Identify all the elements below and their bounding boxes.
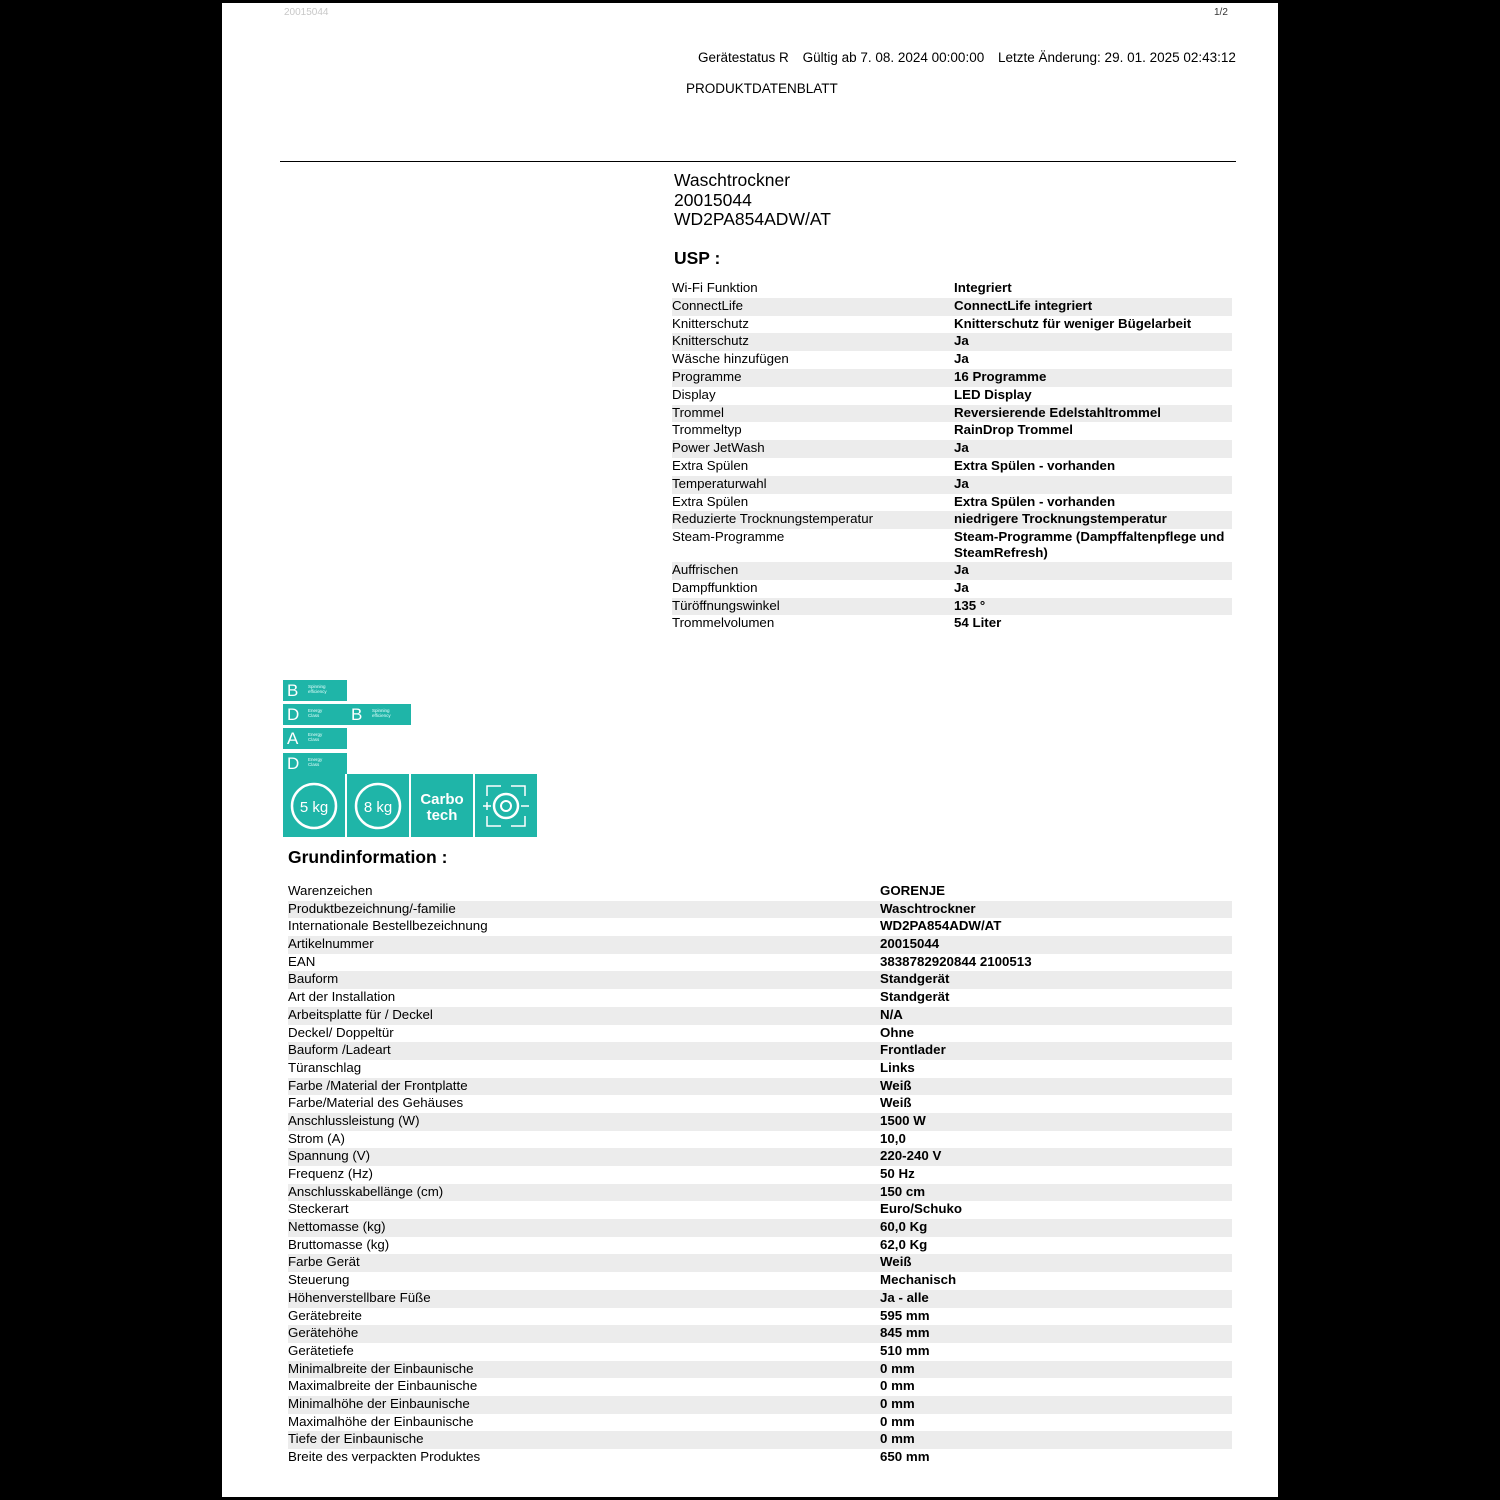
device-status-line	[698, 50, 1236, 65]
product-heading	[674, 171, 831, 230]
energy-class-text: Energy Class	[308, 708, 323, 718]
row-value: Ja	[954, 333, 1232, 351]
row-label: Nettomasse (kg)	[288, 1219, 880, 1237]
table-row	[288, 1166, 1232, 1184]
row-label: Temperaturwahl	[672, 476, 954, 494]
energy-class-d-badge	[283, 753, 347, 774]
row-label: Höhenverstellbare Füße	[288, 1290, 880, 1308]
table-row	[288, 1449, 1232, 1467]
row-label: ConnectLife	[672, 298, 954, 316]
row-value: 595 mm	[880, 1307, 930, 1323]
energy-spin-badge	[283, 704, 411, 725]
row-value: Standgerät	[880, 971, 1232, 989]
row-value: Waschtrockner	[880, 901, 1232, 919]
last-change: Letzte Änderung: 29. 01. 2025 02:43:12	[997, 50, 1236, 65]
dry-capacity-icon	[347, 774, 409, 837]
row-value: LED Display	[954, 386, 1032, 402]
row-value: Links	[880, 1059, 915, 1075]
table-row	[288, 1184, 1232, 1202]
product-model: WD2PA854ADW/AT	[674, 209, 831, 229]
energy-class-letter: D	[287, 705, 300, 724]
row-value: 54 Liter	[954, 615, 1002, 631]
row-label: Farbe Gerät	[288, 1254, 880, 1272]
row-label: Auffrischen	[672, 562, 954, 580]
row-value: 150 cm	[880, 1184, 1232, 1202]
row-value: niedrigere Trocknungstemperatur	[954, 511, 1232, 529]
table-row	[288, 1007, 1232, 1025]
table-row	[288, 1148, 1232, 1166]
table-row	[288, 936, 1232, 954]
row-value: Ja - alle	[880, 1290, 1232, 1308]
row-value: 0 mm	[880, 1413, 915, 1429]
basic-info-heading: Grundinformation :	[288, 847, 448, 867]
table-row	[672, 422, 1232, 440]
spin-class-letter: B	[287, 681, 299, 700]
table-row	[672, 562, 1232, 580]
table-row	[288, 1131, 1232, 1149]
row-value: ConnectLife integriert	[954, 298, 1232, 316]
usp-heading: USP :	[674, 248, 721, 268]
row-value: Ja	[954, 579, 969, 595]
table-row	[288, 901, 1232, 919]
row-value: N/A	[880, 1007, 1232, 1025]
row-label: Wäsche hinzufügen	[672, 351, 789, 367]
row-value: 0 mm	[880, 1378, 915, 1394]
table-row	[672, 511, 1232, 529]
table-row	[288, 1343, 1232, 1361]
row-label: Minimalhöhe der Einbaunische	[288, 1396, 880, 1414]
row-value: 0 mm	[880, 1396, 1232, 1414]
row-value: 50 Hz	[880, 1166, 915, 1181]
table-row	[288, 1431, 1232, 1449]
carbotech-icon	[411, 774, 473, 837]
table-row	[672, 298, 1232, 316]
row-value: 845 mm	[880, 1325, 1232, 1343]
row-label: Frequenz (Hz)	[288, 1166, 373, 1181]
row-value: Ja	[954, 476, 1232, 494]
doc-id-watermark: 20015044	[284, 7, 329, 18]
basic-info-table	[288, 883, 1232, 1467]
row-label: Minimalbreite der Einbaunische	[288, 1361, 880, 1379]
row-value: Knitterschutz für weniger Bügelarbeit	[954, 315, 1192, 331]
row-value: Ja	[954, 351, 969, 367]
row-value: 220-240 V	[880, 1148, 1232, 1166]
row-value: RainDrop Trommel	[954, 422, 1073, 438]
row-label: Maximalhöhe der Einbaunische	[288, 1413, 474, 1429]
row-label: Artikelnummer	[288, 936, 880, 954]
row-value: Ja	[954, 440, 1232, 458]
row-label: Wi-Fi Funktion	[672, 280, 758, 295]
table-row	[672, 369, 1232, 387]
table-row	[288, 971, 1232, 989]
device-status: Gerätestatus R	[698, 50, 789, 65]
row-label: Anschlussleistung (W)	[288, 1113, 880, 1131]
table-row	[672, 598, 1232, 616]
row-value: Steam-Programme (Dampffaltenpflege und SteamRefresh)	[954, 529, 1225, 561]
row-value: 62,0 Kg	[880, 1236, 928, 1252]
product-number: 20015044	[674, 189, 752, 210]
row-value: Frontlader	[880, 1042, 1232, 1060]
row-label: Reduzierte Trocknungstemperatur	[672, 511, 954, 529]
row-value: GORENJE	[880, 883, 946, 898]
row-value: 60,0 Kg	[880, 1219, 1232, 1237]
table-row	[672, 316, 1232, 334]
row-label: Steam-Programme	[672, 529, 785, 545]
table-row	[288, 1078, 1232, 1096]
row-value: Euro/Schuko	[880, 1201, 963, 1217]
row-value: 1500 W	[880, 1113, 1232, 1131]
table-row	[288, 1308, 1232, 1326]
table-row	[672, 494, 1232, 512]
table-row	[288, 1325, 1232, 1343]
spin-class-letter-2: B	[351, 705, 363, 724]
table-row	[288, 1290, 1232, 1308]
row-label: Internationale Bestellbezeichnung	[288, 918, 488, 934]
row-label: Steckerart	[288, 1201, 349, 1217]
table-row	[288, 1025, 1232, 1043]
row-label: Türöffnungswinkel	[672, 598, 954, 616]
row-label: Knitterschutz	[672, 315, 749, 331]
row-value: Ohne	[880, 1024, 914, 1040]
table-row	[288, 1396, 1232, 1414]
row-label: Trommel	[672, 405, 954, 423]
row-label: Trommeltyp	[672, 422, 742, 438]
row-value: 650 mm	[880, 1449, 930, 1464]
row-label: Bauform /Ladeart	[288, 1042, 880, 1060]
row-label: Anschlusskabellänge (cm)	[288, 1184, 880, 1202]
row-label: Farbe /Material der Frontplatte	[288, 1078, 880, 1096]
row-value: 20015044	[880, 936, 1232, 954]
table-row	[288, 989, 1232, 1007]
table-row	[288, 1219, 1232, 1237]
row-label: Trommelvolumen	[672, 615, 775, 631]
row-value: Weiß	[880, 1095, 912, 1111]
dry-capacity-text: 8 kg	[363, 799, 393, 816]
document-title: PRODUKTDATENBLATT	[686, 81, 838, 96]
table-row	[288, 1113, 1232, 1131]
table-row	[672, 615, 1232, 633]
row-value: Ja	[954, 562, 1232, 580]
row-label: Gerätehöhe	[288, 1325, 880, 1343]
table-row	[288, 1201, 1232, 1219]
row-label: Deckel/ Doppeltür	[288, 1024, 394, 1040]
table-row	[288, 1237, 1232, 1255]
row-value: 135 °	[954, 598, 1232, 616]
row-label: Maximalbreite der Einbaunische	[288, 1378, 478, 1394]
row-value: Mechanisch	[880, 1272, 957, 1288]
row-value: Weiß	[880, 1254, 1232, 1272]
row-label: Power JetWash	[672, 440, 954, 458]
table-row	[288, 954, 1232, 972]
table-row	[288, 1378, 1232, 1396]
spin-class-text-2: Spinning efficiency	[372, 708, 391, 718]
row-label: Spannung (V)	[288, 1148, 880, 1166]
row-label: EAN	[288, 953, 316, 969]
row-value: 10,0	[880, 1130, 906, 1146]
table-row	[288, 1272, 1232, 1290]
drum-cycle-icon	[475, 774, 537, 837]
carbotech-line-1: Carbo	[420, 791, 464, 808]
energy-class-d-text: Energy Class	[308, 757, 323, 767]
row-label: Dampffunktion	[672, 579, 758, 595]
row-value: Extra Spülen - vorhanden	[954, 457, 1116, 473]
table-row	[288, 1060, 1232, 1078]
row-value: 0 mm	[880, 1431, 1232, 1449]
row-label: Programme	[672, 369, 954, 387]
datasheet-page	[222, 3, 1278, 1497]
row-value: 16 Programme	[954, 369, 1232, 387]
table-row	[672, 440, 1232, 458]
usp-table	[672, 280, 1232, 633]
row-label: Warenzeichen	[288, 883, 373, 898]
energy-class-a-letter: A	[287, 729, 299, 748]
carbotech-line-2: tech	[426, 807, 458, 824]
spin-class-text: Spinning efficiency	[308, 684, 327, 694]
table-row	[672, 458, 1232, 476]
row-value: Integriert	[954, 280, 1012, 295]
row-label: Steuerung	[288, 1272, 350, 1288]
row-value: 3838782920844 2100513	[880, 953, 1032, 969]
row-value: Extra Spülen - vorhanden	[954, 493, 1116, 509]
energy-class-d-letter: D	[287, 754, 300, 773]
table-row	[672, 280, 1232, 298]
energy-class-a-text: Energy Class	[308, 732, 323, 742]
row-value: 510 mm	[880, 1342, 930, 1358]
row-label: Gerätetiefe	[288, 1342, 354, 1358]
table-row	[672, 387, 1232, 405]
row-label: Tiefe der Einbaunische	[288, 1431, 880, 1449]
row-label: Extra Spülen	[672, 457, 749, 473]
wash-capacity-icon	[283, 774, 345, 837]
row-value: WD2PA854ADW/AT	[880, 918, 1002, 934]
row-label: Farbe/Material des Gehäuses	[288, 1095, 464, 1111]
table-row	[288, 1254, 1232, 1272]
table-row	[672, 333, 1232, 351]
row-label: Display	[672, 386, 716, 402]
row-label: Art der Installation	[288, 989, 396, 1005]
table-row	[672, 405, 1232, 423]
row-label: Produktbezeichnung/-familie	[288, 901, 880, 919]
row-label: Knitterschutz	[672, 333, 954, 351]
row-label: Breite des verpackten Produktes	[288, 1449, 481, 1464]
table-row	[672, 580, 1232, 598]
page-number: 1/2	[1214, 7, 1228, 18]
row-label: Extra Spülen	[672, 493, 749, 509]
table-row	[288, 1414, 1232, 1432]
table-row	[288, 1361, 1232, 1379]
row-label: Bauform	[288, 971, 880, 989]
wash-capacity-text: 5 kg	[299, 799, 329, 816]
row-label: Bruttomasse (kg)	[288, 1236, 390, 1252]
header-divider	[280, 161, 1236, 162]
table-row	[288, 883, 1232, 901]
table-row	[288, 1095, 1232, 1113]
row-label: Arbeitsplatte für / Deckel	[288, 1007, 880, 1025]
row-value: 0 mm	[880, 1361, 1232, 1379]
row-label: Türanschlag	[288, 1059, 362, 1075]
row-value: Standgerät	[880, 989, 950, 1005]
energy-class-a-badge	[283, 728, 347, 749]
row-label: Strom (A)	[288, 1130, 345, 1146]
table-row	[288, 1042, 1232, 1060]
table-row	[672, 529, 1232, 562]
product-type: Waschtrockner	[674, 170, 791, 190]
table-row	[288, 918, 1232, 936]
table-row	[672, 351, 1232, 369]
row-label: Gerätebreite	[288, 1307, 362, 1323]
row-value: Weiß	[880, 1078, 1232, 1096]
valid-from: Gültig ab 7. 08. 2024 00:00:00	[802, 50, 985, 65]
table-row	[672, 476, 1232, 494]
spin-class-badge	[283, 680, 347, 701]
row-value: Reversierende Edelstahltrommel	[954, 405, 1232, 423]
